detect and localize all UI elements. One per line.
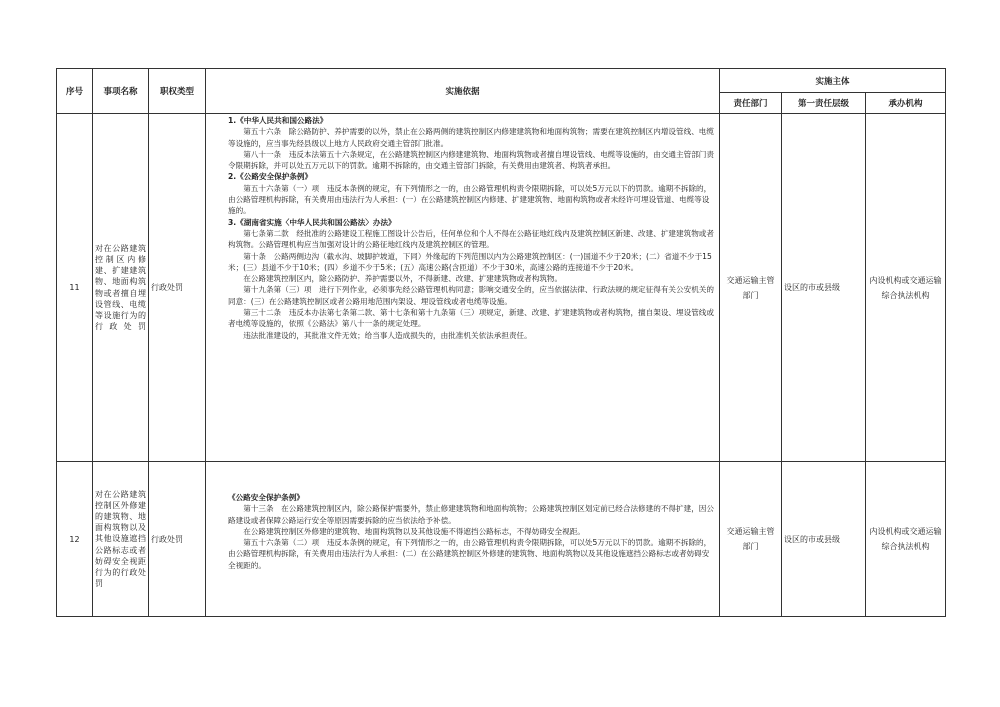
header-dept: 责任部门	[720, 93, 782, 114]
table-row	[57, 462, 946, 617]
row-no: 11	[57, 114, 93, 462]
row-level: 设区的市或县级	[782, 114, 866, 462]
basis-paragraph: 第三十二条 违反本办法第七条第二款、第十七条和第十九条第（三）项规定，新建、改建、扩建建筑物或者构筑物，擅自架设、埋设管线或者电缆等设施的，依照《公路法》第八十一条的规定处理。	[228, 308, 714, 329]
row-basis	[206, 114, 720, 462]
row-type: 行政处罚	[149, 114, 206, 462]
row-name: 对在公路建筑控制区内修建、扩建建筑物、地面构筑物或者擅自埋设管线、电缆等设施行为的行政处罚	[93, 114, 149, 462]
header-level: 第一责任层级	[782, 93, 866, 114]
header-basis: 实施依据	[206, 69, 720, 114]
header-name: 事项名称	[93, 69, 149, 114]
row-basis	[206, 462, 720, 617]
basis-paragraph: 第十条 公路两侧边沟（截水沟、坡脚护坡道，下同）外缘起的下列范围以内为公路建筑控制区：(一)国道不少于20米；(二）省道不少于15米；(三）县道不少于10米；(四）乡道不少于5米；(五）高速公路(含匝道）不少于30米，高速公路的连接道不少于20米。	[228, 251, 712, 272]
basis-paragraph: 第七条第二款 经批准的公路建设工程施工图设计公告后，任何单位和个人不得在公路征地红线内及建筑控制区新建、改建、扩建建筑物或者构筑物。公路管理机构应当加强对设计的公路征地红线内及建筑控制区的管理。	[228, 228, 714, 250]
basis-paragraph: 第五十六条第（一）项 违反本条例的规定，有下列情形之一的，由公路管理机构责令限期拆除，可以处5万元以下的罚款。逾期不拆除的，由公路管理机构拆除，有关费用由违法行为人承担：(一）在公路建筑控制区内修建、扩建建筑物、地面构筑物或者未经许可埋设管道、电缆等设施的。	[228, 183, 712, 216]
basis-heading: 《公路安全保护条例》	[228, 493, 304, 502]
basis-paragraph: 第五十六条第（二）项 违反本条例的规定，有下列情形之一的，由公路管理机构责令限期拆除，可以处5万元以下的罚款。逾期不拆除的，由公路管理机构拆除，有关费用由违法行为人承担：(二）在公路建筑控制区外修建的建筑物、地面构筑物以及其他设施遮挡公路标志或者妨碍安全视距的。	[228, 538, 712, 570]
basis-heading: 2.《公路安全保护条例》	[228, 172, 313, 182]
basis-paragraph: 第十三条 在公路建筑控制区内，除公路保护需要外，禁止修建建筑物和地面构筑物；公路建筑控制区划定前已经合法修建的不得扩建，因公路建设或者保障公路运行安全等原因需要拆除的应当依法给予补偿。	[228, 504, 714, 525]
header-type: 职权类型	[149, 69, 206, 114]
row-no: 12	[57, 462, 93, 617]
basis-paragraph: 第五十六条 除公路防护、养护需要的以外，禁止在公路两侧的建筑控制区内修建建筑物和地面构筑物；需要在建筑控制区内增设管线、电缆等设施的，应当事先经县级以上地方人民政府交通主管部门批准。	[228, 127, 714, 148]
header-org: 承办机构	[866, 93, 946, 114]
basis-heading: 1.《中华人民共和国公路法》	[228, 116, 328, 125]
matters-table	[56, 68, 946, 617]
row-org: 内设机构或交通运输综合执法机构	[866, 462, 946, 617]
basis-paragraph: 在公路建筑控制区内，除公路防护、养护需要以外，不得新建、改建、扩建建筑物或者构筑物。	[243, 274, 563, 284]
header-no: 序号	[57, 69, 93, 114]
row-level: 设区的市或县级	[782, 462, 866, 617]
basis-paragraph: 在公路建筑控制区外修建的建筑物、地面构筑物以及其他设施不得遮挡公路标志，不得妨碍安全视距。	[243, 526, 585, 536]
row-name: 对在公路建筑控制区外修建的建筑物、地面构筑物以及其他设施遮挡公路标志或者妨碍安全视距行为的行政处罚	[93, 462, 149, 617]
row-type: 行政处罚	[149, 462, 206, 617]
basis-paragraph: 违法批准建设的，其批准文件无效；给当事人造成损失的，由批准机关依法承担责任。	[243, 330, 532, 340]
row-dept: 交通运输主管部门	[720, 114, 782, 462]
row-dept: 交通运输主管部门	[720, 462, 782, 617]
basis-paragraph: 第十九条第（三）项 进行下列作业，必须事先经公路管理机构同意；影响交通安全的，应当依据法律、行政法规的规定征得有关公安机关的同意：(三）在公路建筑控制区或者公路用地范围内架设、埋设管线或者电缆等设施。	[228, 285, 714, 306]
row-org: 内设机构或交通运输综合执法机构	[866, 114, 946, 462]
basis-paragraph: 第八十一条 违反本法第五十六条规定，在公路建筑控制区内修建建筑物、地面构筑物或者擅自埋设管线、电缆等设施的，由交通主管部门责令限期拆除，并可以处五万元以下的罚款。逾期不拆除的，由交通主管部门拆除，有关费用由建筑者、构筑者承担。	[228, 149, 714, 171]
basis-heading: 3.《湖南省实施〈中华人民共和国公路法〉办法》	[228, 217, 396, 227]
header-subject: 实施主体	[720, 69, 946, 93]
table-row	[57, 114, 946, 462]
